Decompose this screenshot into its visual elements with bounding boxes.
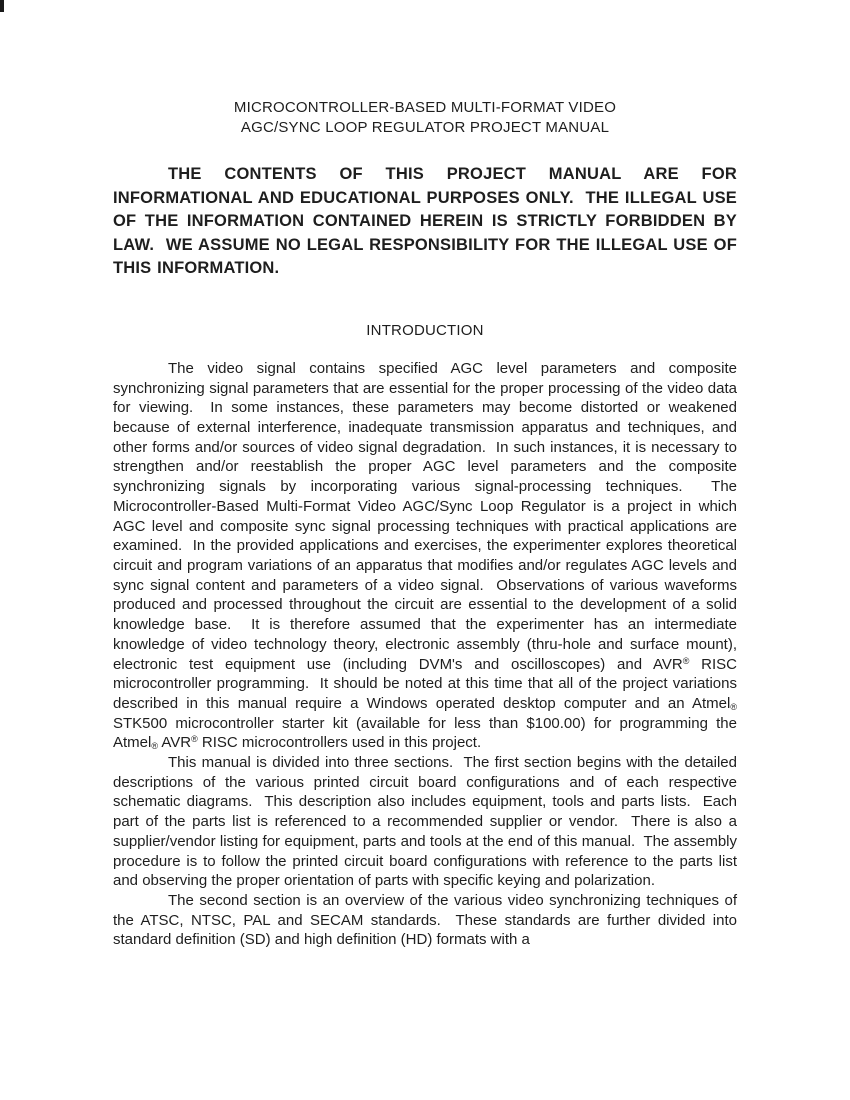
- introduction-body: [113, 359, 737, 950]
- introduction-heading: INTRODUCTION: [366, 321, 484, 339]
- disclaimer-paragraph: THE CONTENTS OF THIS PROJECT MANUAL ARE FOR INFORMATIONAL AND EDUCATIONAL PURPOSES ONLY. THE ILLEGAL USE OF THE INFORMATION CONTAINED HEREIN IS STRICTLY FORBIDDEN BY LAW. WE ASSUME NO LEGAL RESPONSIBILITY FOR THE ILLEGAL USE OF THIS INFORMATION.: [113, 165, 737, 278]
- intro-paragraph-2: This manual is divided into three sections. The first section begins with the detailed descriptions of the various printed circuit board configurations and of each respective schematic diagrams. This description also includes equipment, tools and parts lists. Each part of the parts list is referenced to a recommended supplier or vendor. There is also a supplier/vendor listing for equipment, parts and tools at the end of this manual. The assembly procedure is to follow the printed circuit board configurations with reference to the parts list and observing the proper orientation of parts with specific keying and polarization.: [113, 754, 737, 890]
- scan-artifact-mark: [0, 0, 4, 12]
- document-title: [113, 98, 737, 138]
- document-title-line-1: MICROCONTROLLER-BASED MULTI-FORMAT VIDEO: [233, 99, 617, 116]
- intro-paragraph-3: The second section is an overview of the various video synchronizing techniques of the ATSC, NTSC, PAL and SECAM standards. These standards are further divided into standard definition (SD) and high definition (HD) formats with a: [113, 891, 737, 949]
- intro-paragraph-1: The video signal contains specified AGC level parameters and composite synchronizing signal parameters that are essential for the proper processing of the video data for viewing. In some instances, these parameters may become distorted or weakened because of external interference, inadequate transmission apparatus and techniques, and other forms and/or sources of video signal degradation. In such instances, it is necessary to strengthen and/or reestablish the proper AGC level parameters and the composite synchronizing signals by incorporating various signal-processing techniques. The Microcontroller-Based Multi-Format Video AGC/Sync Loop Regulator is a project in which AGC level and composite sync signal processing techniques with practical applications are examined. In the provided applications and exercises, the experimenter explores theoretical circuit and program variations of an apparatus that modifies and/or regulates AGC levels and sync signal content and parameters of a video signal. Observations of various waveforms produced and processed throughout the circuit are essential to the development of a solid knowledge base. It is therefore assumed that the experimenter has an intermediate knowledge of video technology theory, electronic assembly (thru-hole and surface mount), electronic test equipment use (including DVM's and oscilloscopes) and AVR® RISC microcontroller programming. It should be noted at this time that all of the project variations described in this manual require a Windows operated desktop computer and an Atmel$_®$ STK500 microcontroller starter kit (available for less than $100.00) for programming the Atmel$_®$ AVR® RISC microcontrollers used in this project.: [113, 359, 737, 752]
- document-title-line-2: AGC/SYNC LOOP REGULATOR PROJECT MANUAL: [240, 119, 610, 136]
